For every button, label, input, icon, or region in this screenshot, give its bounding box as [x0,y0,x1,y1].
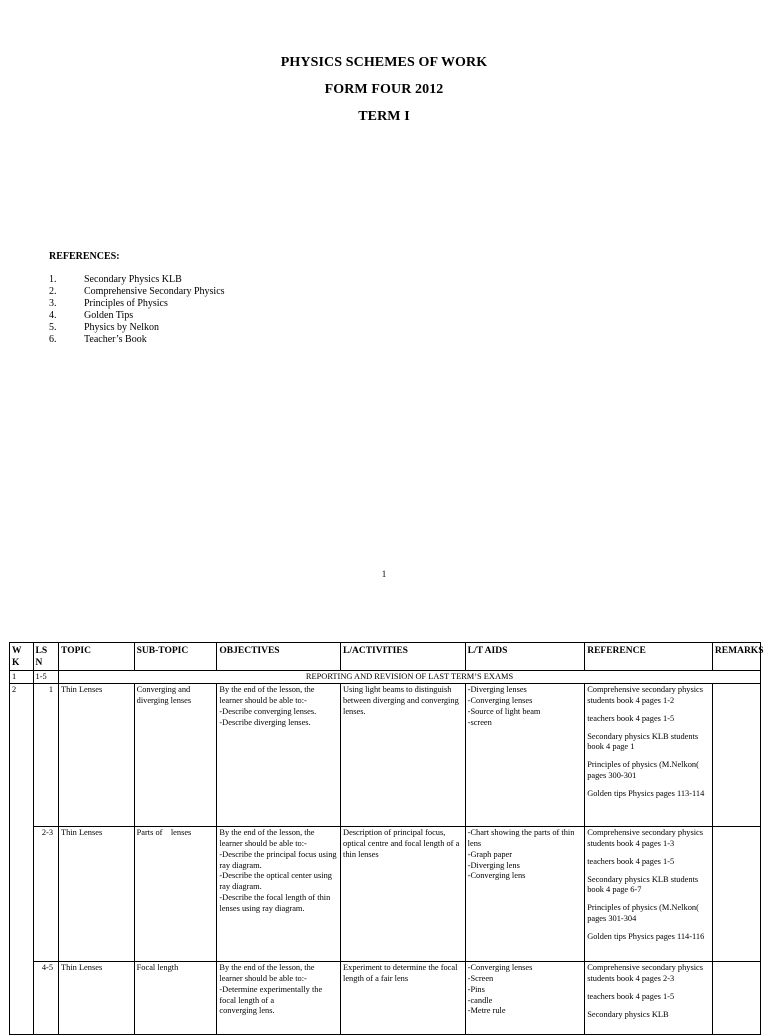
activities-cell: Experiment to determine the focal length of a fair lens [341,962,466,1035]
col-topic: TOPIC [59,643,135,671]
revision-cell: REPORTING AND REVISION OF LAST TERM’S EXAMS [59,671,761,684]
reference-cell: Comprehensive secondary physics students book 4 pages 1-3 teachers book 4 pages 1-5 Secondary physics KLB students book 4 page 6-7 Principles of physics (M.Nelkon( pages 301-304 Golden tips Physics pages 114-116 [585,827,713,962]
table-header-row [10,643,761,671]
reference-item: 5. Physics by Nelkon [49,322,159,333]
col-reference: REFERENCE [585,643,713,671]
page-number: 1 [381,569,387,579]
remarks-cell [712,827,760,962]
remarks-cell [712,684,760,827]
objectives-cell: By the end of the lesson, the learner should be able to:- -Determine experimentally the focal length of a converging lens. [217,962,341,1035]
col-aids: L/T AIDS [465,643,585,671]
objectives-cell: By the end of the lesson, the learner should be able to:- -Describe converging lenses. -Describe diverging lenses. [217,684,341,827]
references-heading: REFERENCES: [49,251,120,262]
aids-cell: -Converging lenses -Screen -Pins -candle -Metre rule [465,962,585,1035]
table-row [10,827,761,962]
topic-cell: Thin Lenses [59,684,135,827]
col-objectives: OBJECTIVES [217,643,341,671]
activities-cell: Using light beams to distinguish between diverging and converging lenses. [341,684,466,827]
aids-cell: -Chart showing the parts of thin lens -Graph paper -Diverging lens -Converging lens [465,827,585,962]
lesson-cell: 2-3 [33,827,59,962]
lesson-cell: 1 [33,684,59,827]
lesson-cell: 4-5 [33,962,59,1035]
topic-cell: Thin Lenses [59,827,135,962]
references-list [49,274,225,346]
col-subtopic: SUB-TOPIC [134,643,217,671]
reference-item: 2. Comprehensive Secondary Physics [49,286,225,297]
reference-cell: Comprehensive secondary physics students book 4 pages 1-2 teachers book 4 pages 1-5 Secondary physics KLB students book 4 page 1 Principles of physics (M.Nelkon( pages 300-301 Golden tips Physics pages 113-114 [585,684,713,827]
col-week: W K [10,643,34,671]
col-activities: L/ACTIVITIES [341,643,466,671]
aids-cell: -Diverging lenses -Converging lenses -Source of light beam -screen [465,684,585,827]
schemes-of-work-table [9,642,764,1035]
week-cell: 2 [10,684,34,1035]
col-lesson: LS N [33,643,59,671]
subtopic-cell: Focal length [134,962,217,1035]
week-cell: 1 [10,671,34,684]
reference-item: 4. Golden Tips [49,310,134,321]
form-year-heading: FORM FOUR 2012 [324,82,444,97]
document-title: PHYSICS SCHEMES OF WORK [280,55,488,70]
table-row [10,684,761,827]
table-row [10,671,761,684]
reference-item: 6. Teacher’s Book [49,334,147,345]
activities-cell: Description of principal focus, optical centre and focal length of a thin lenses [341,827,466,962]
col-remarks: REMARKS [712,643,760,671]
objectives-cell: By the end of the lesson, the learner should be able to:- -Describe the principal focus using ray diagram. -Describe the optical center using ray diagram. -Describe the focal length of thin lenses using ray diagram. [217,827,341,962]
topic-cell: Thin Lenses [59,962,135,1035]
term-heading: TERM I [358,109,410,124]
reference-cell: Comprehensive secondary physics students book 4 pages 2-3 teachers book 4 pages 1-5 Secondary physics KLB [585,962,713,1035]
reference-item: 3. Principles of Physics [49,298,168,309]
subtopic-cell: Parts of lenses [134,827,217,962]
lesson-cell: 1-5 [33,671,59,684]
reference-item: 1. Secondary Physics KLB [49,274,182,285]
subtopic-cell: Converging and diverging lenses [134,684,217,827]
